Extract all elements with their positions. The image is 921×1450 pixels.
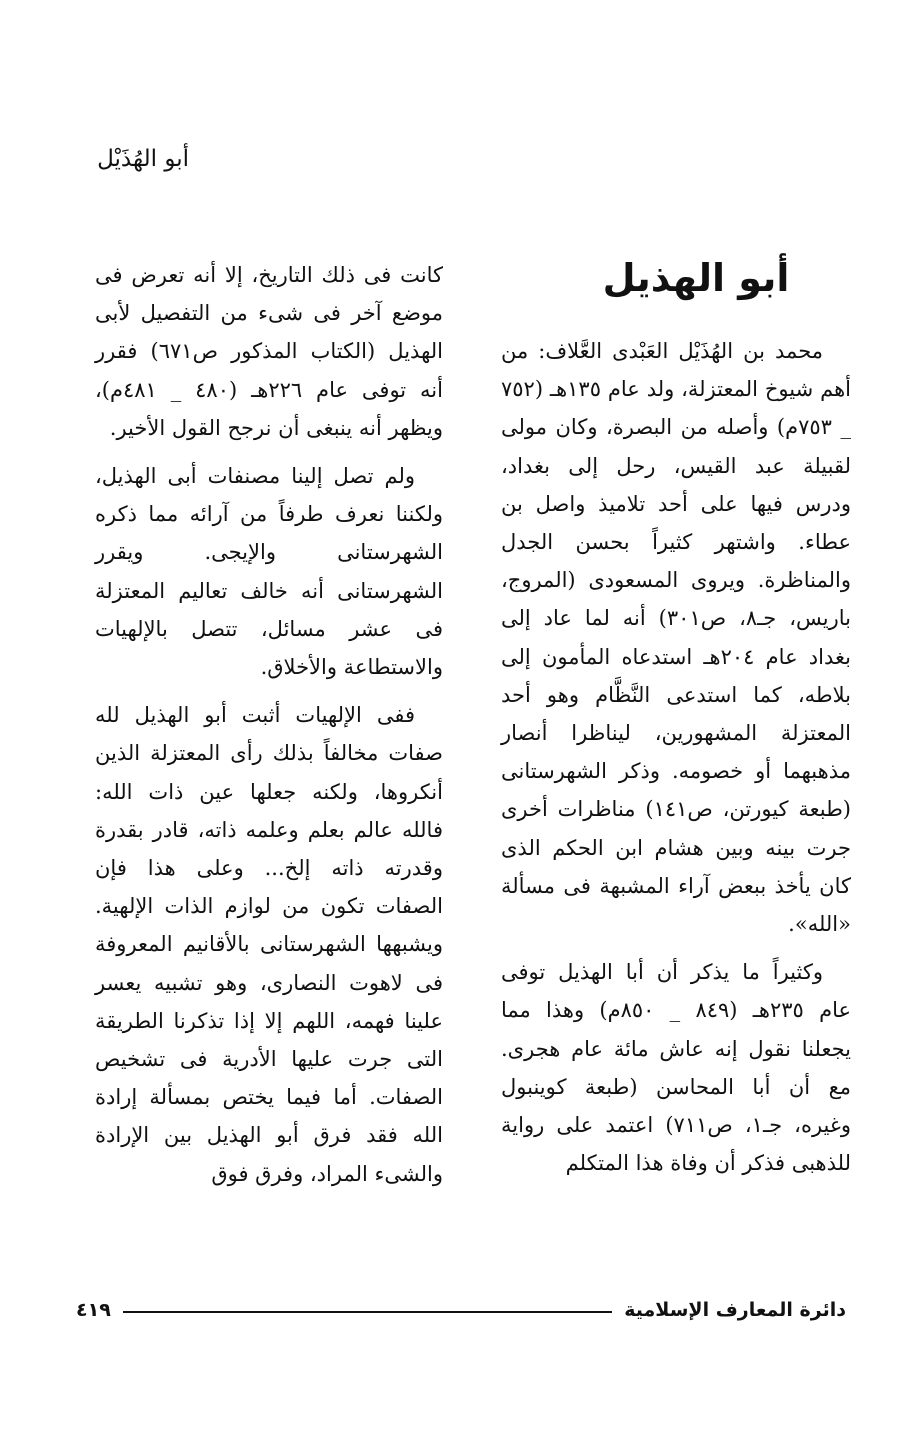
footer-rule [123, 1311, 612, 1313]
page-number: ٤١٩ [76, 1299, 111, 1321]
article-title: أبو الهذيل [602, 256, 790, 300]
paragraph: وكثيراً ما يذكر أن أبا الهذيل توفى عام ٢٣٥هـ (٨٤٩ _ ٨٥٠م) وهذا مما يجعلنا نقول إنه عاش مائة عام هجرى. مع أن أبا المحاسن (طبعة كوينبول وغيره، جـ١، ص٧١١) اعتمد على رواية للذهبى فذكر أن وفاة هذا المتكلم [501, 960, 851, 1176]
paragraph: كانت فى ذلك التاريخ، إلا أنه تعرض فى موضع آخر فى شىء من التفصيل لأبى الهذيل (الكتاب المذكور ص٦٧١) فقرر أنه توفى عام ٢٢٦هـ (٤٨٠ _ ٤٨١م)، ويظهر أنه ينبغى أن نرجح القول الأخير. [95, 263, 443, 440]
paragraph: ولم تصل إلينا مصنفات أبى الهذيل، ولكننا نعرف طرفاً من آرائه مما ذكره الشهرستانى والإيجى. ويقرر الشهرستانى أنه خالف تعاليم المعتزلة فى عشر مسائل، تتصل بالإلهيات والاستطاعة والأخلاق. [95, 464, 443, 680]
publication-title: دائرة المعارف الإسلامية [624, 1299, 846, 1321]
left-column [95, 256, 443, 1203]
running-head: أبو الهُذَيْل [97, 146, 189, 172]
page-footer [76, 1292, 846, 1328]
paragraph: محمد بن الهُذَيْل العَبْدى العَّلاف: من أهم شيوخ المعتزلة، ولد عام ١٣٥هـ (٧٥٢ _ ٧٥٣م) وأصله من البصرة، وكان مولى لقبيلة عبد القيس، رحل إلى بغداد، ودرس فيها على أحد تلاميذ واصل بن عطاء. واشتهر كثيراً بحسن الجدل والمناظرة. ويروى المسعودى (المروج، باريس، جـ٨، ص٣٠١) أنه لما عاد إلى بغداد عام ٢٠٤هـ استدعاه المأمون إلى بلاطه، كما استدعى النَّظَّام وهو أحد المعتزلة المشهورين، ليناظرا أنصار مذهبهما أو خصومه. وذكر الشهرستانى (طبعة كيورتن، ص١٤١) مناظرات أخرى جرت بينه وبين هشام ابن الحكم الذى كان يأخذ ببعض آراء المشبهة فى مسألة «الله». [501, 339, 852, 937]
paragraph: ففى الإلهيات أثبت أبو الهذيل لله صفات مخالفاً بذلك رأى المعتزلة الذين أنكروها، ولكنه جعلها عين ذات الله: فالله عالم بعلم وعلمه ذاته، قادر بقدرة وقدرته ذاته إلخ... وعلى هذا فإن الصفات تكون من لوازم الذات الإلهية. ويشبهها الشهرستانى بالأقانيم المعروفة فى لاهوت النصارى، وهو تشبيه يعسر علينا فهمه، اللهم إلا إذا تذكرنا الطريقة التى جرت عليها الأدرية فى تشخيص الصفات. أما فيما يختص بمسألة إرادة الله فقد فرق أبو الهذيل بين الإرادة والشىء المراد، وفرق فوق [95, 703, 443, 1186]
right-column [501, 248, 851, 1192]
